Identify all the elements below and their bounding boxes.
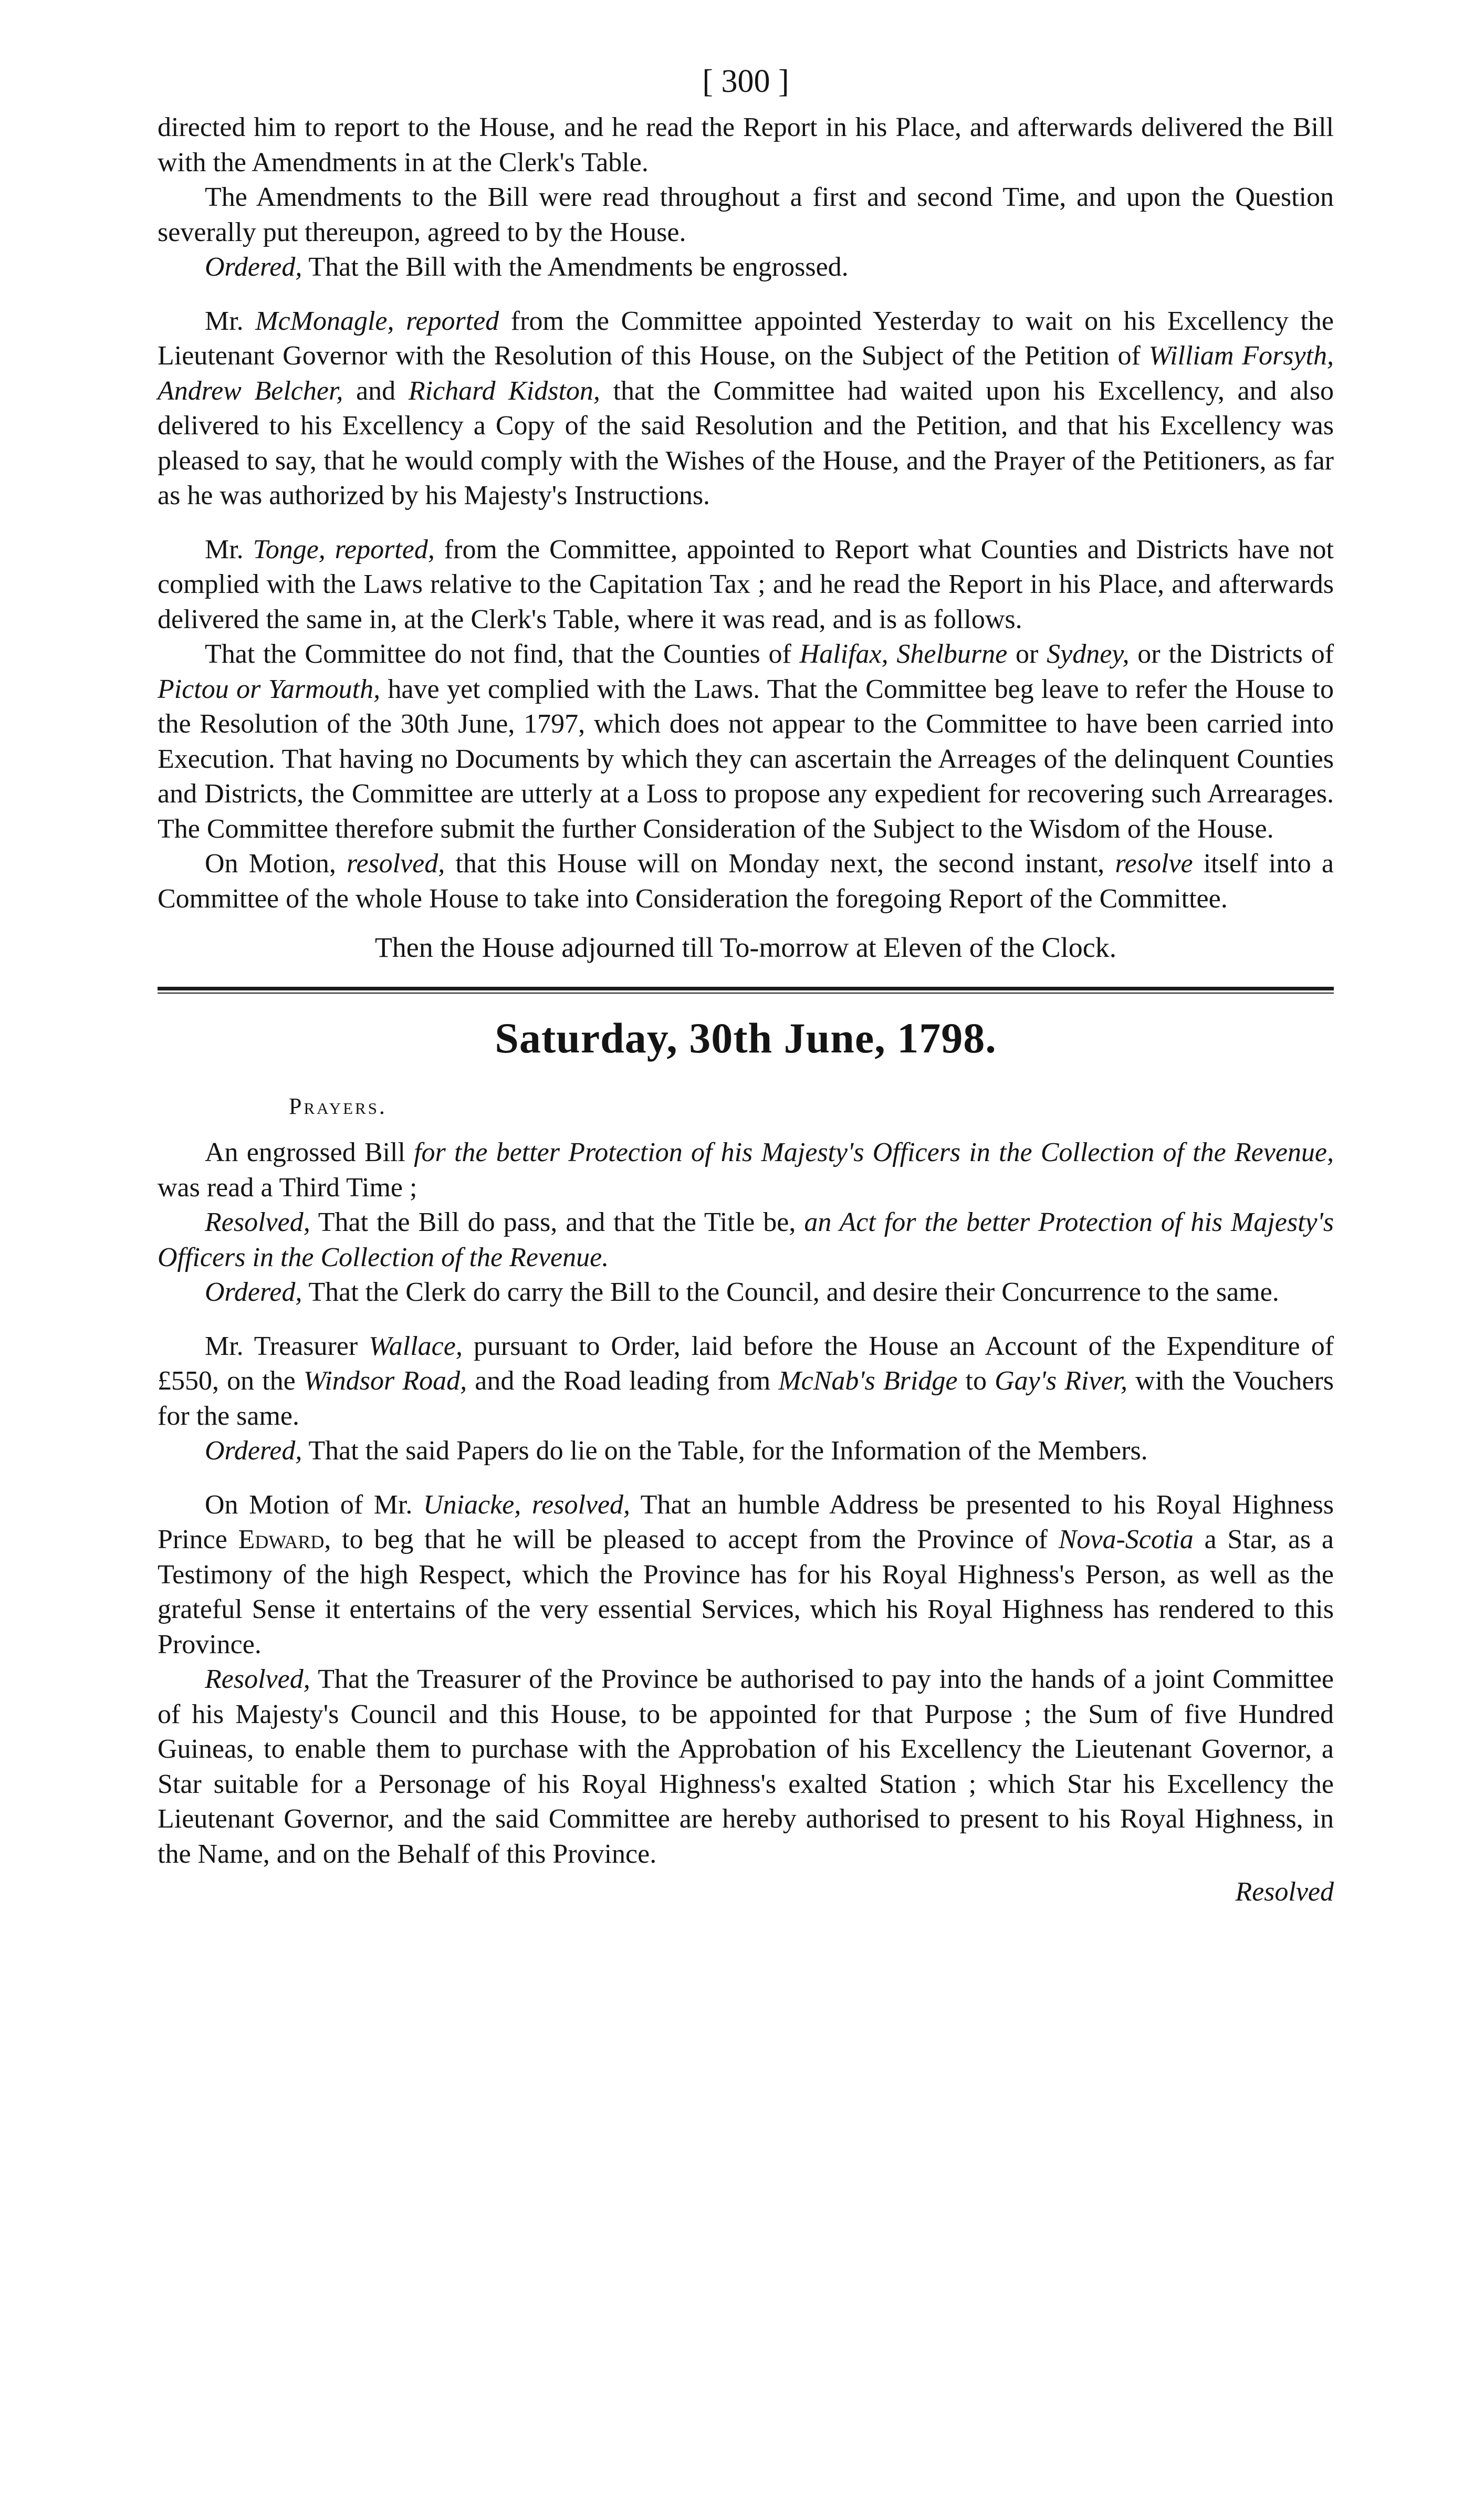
section-divider: [158, 987, 1334, 994]
resolve-word: resolve: [1115, 849, 1193, 879]
paragraph-address-prince: [158, 1488, 1334, 1663]
text-run: That an humble Address be presented to his Royal Highness Prince: [158, 1489, 1334, 1554]
bill-title: for the better Protection of his Majesty's Officers in the Collection of the Revenue,: [414, 1137, 1334, 1167]
paragraph-amendments: [158, 180, 1334, 250]
paragraph-ordered-papers: [158, 1434, 1334, 1469]
reported-word: reported: [394, 306, 499, 336]
text-run: The Amendments to the Bill were read throughout a first and second Time, and upon the Question severally put thereupon, agreed to by the House.: [158, 182, 1334, 247]
text-run: Mr.: [205, 534, 253, 565]
text-run: from the Committee, appointed to Report what Counties and Districts have not complied with the Laws relative to the Capitation Tax ; and he read the Report in his Place, and afterwards delivered the same in, at the Clerk's Table, where it was read, and is as follows.: [158, 534, 1334, 634]
paragraph-committee-findings: [158, 637, 1334, 847]
paragraph-treasurer-account: [158, 1329, 1334, 1434]
text-run: was read a Third Time ;: [158, 1172, 417, 1203]
petitioner-names: William Forsyth, Andrew Belcher,: [158, 341, 1334, 406]
adjournment-line: Then the House adjourned till To-morrow at Eleven of the Clock.: [374, 932, 1117, 963]
text-run: That the Committee do not find, that the Counties of: [205, 639, 800, 669]
paragraph-ordered-engrossed: [158, 250, 1334, 285]
paragraph-motion-committee: [158, 847, 1334, 916]
ordered-label: Ordered,: [205, 1277, 302, 1307]
text-run: That the Clerk do carry the Bill to the Council, and desire their Concurrence to the same.: [302, 1277, 1279, 1307]
text-run: that this House will on Monday next, the second instant,: [445, 849, 1115, 879]
ordered-label: Ordered,: [205, 252, 302, 282]
paragraph-ordered-clerk: [158, 1275, 1334, 1310]
text-run: that the Committee had waited upon his Excellency, and also delivered to his Excellency a Copy of the said Resolution and the Petition, and that his Excellency was pleased to say, that he would comply with the Wishes of the House, and the Prayer of the Petitioners, as far as he was authorized by his Majesty's Instructions.: [158, 375, 1334, 510]
text-run: Mr. Treasurer: [205, 1331, 369, 1361]
text-run: and the Road leading from: [467, 1366, 779, 1396]
member-name: Wallace,: [369, 1331, 463, 1361]
paragraph-tonge-report: [158, 533, 1334, 638]
county-names: Halifax, Shelburne: [799, 639, 1008, 669]
prince-name: Edward,: [238, 1525, 331, 1554]
text-run: pursuant to Order, laid before the House an Account of the Expenditure of £550, on the: [158, 1331, 1334, 1396]
text-run: or: [1007, 639, 1047, 669]
text-run: That the said Papers do lie on the Table, for the Information of the Members.: [302, 1436, 1148, 1466]
province-name: Nova-Scotia: [1058, 1525, 1194, 1554]
paragraph-resolved-treasurer: [158, 1662, 1334, 1872]
petitioner-name: Richard Kidston,: [408, 375, 600, 406]
text-run: directed him to report to the House, and he read the Report in his Place, and afterwards delivered the Bill with the Amendments in at the Clerk's Table.: [158, 112, 1334, 178]
text-run: On Motion of Mr.: [205, 1489, 423, 1520]
text-run: and: [343, 375, 409, 406]
text-run: from the Committee appointed Yesterday to wait on his Excellency the Lieutenant Governor with the Resolution of this House, on the Subject of the Petition of: [158, 306, 1334, 371]
paragraph-mcmonagle-report: [158, 304, 1334, 514]
text-run: or the Districts of: [1129, 639, 1334, 669]
river-name: Gay's River,: [995, 1366, 1128, 1396]
document-page: [158, 58, 1334, 1911]
road-name: Windsor Road,: [303, 1366, 467, 1396]
bridge-name: McNab's Bridge: [778, 1366, 958, 1396]
text-run: a Star, as a Testimony of the high Respect, which the Province has for his Royal Highness's Person, as well as the grateful Sense it entertains of the very essential Services, which his Royal Highness has rendered to this Province.: [158, 1525, 1334, 1659]
text-run: That the Bill do pass, and that the Title be,: [310, 1207, 804, 1237]
paragraph-report-continuation: [158, 110, 1334, 180]
prayers-heading: Prayers.: [289, 1093, 387, 1119]
act-title: an Act for the better Protection of his Majesty's Officers in the Collection of the Revenue.: [158, 1207, 1334, 1272]
text-run: An engrossed Bill: [205, 1137, 414, 1167]
page-number: [ 300 ]: [702, 64, 789, 99]
member-name: Uniacke, resolved,: [423, 1489, 631, 1520]
catchword: Resolved: [1235, 1877, 1334, 1907]
text-run: to beg that he will be pleased to accept from the Province of: [331, 1525, 1059, 1554]
paragraph-resolved-pass: [158, 1205, 1334, 1275]
text-run: with the Vouchers for the same.: [158, 1366, 1334, 1431]
text-run: On Motion,: [205, 849, 347, 879]
ordered-label: Ordered,: [205, 1436, 302, 1466]
text-run: to: [957, 1366, 995, 1396]
member-name: McMonagle,: [255, 306, 394, 336]
member-name: Tonge, reported,: [253, 534, 435, 565]
date-heading: Saturday, 30th June, 1798.: [495, 1014, 997, 1062]
text-run: That the Bill with the Amendments be engrossed.: [302, 252, 849, 282]
resolved-word: resolved,: [347, 849, 445, 879]
resolved-label: Resolved,: [205, 1207, 310, 1237]
text-run: That the Treasurer of the Province be authorised to pay into the hands of a joint Committee of his Majesty's Council and this House, to be appointed for that Purpose ; the Sum of five Hundred Guineas, to enable them to purchase with the Approbation of his Excellency the Lieutenant Governor, a Star suitable for a Personage of his Royal Highness's exalted Station ; which Star his Excellency the Lieutenant Governor, and the said Committee are hereby authorised to present to his Royal Highness, in the Name, and on the Behalf of this Province.: [158, 1664, 1334, 1869]
district-names: Pictou or Yarmouth,: [158, 674, 381, 704]
county-name: Sydney,: [1047, 639, 1130, 669]
text-run: have yet complied with the Laws. That the Committee beg leave to refer the House to the Resolution of the 30th June, 1797, which does not appear to the Committee to have been carried into Execution. That having no Documents by which they can ascertain the Arreages of the delinquent Counties and Districts, the Committee are utterly at a Loss to propose any expedient for recovering such Arrearages. The Committee therefore submit the further Consideration of the Subject to the Wisdom of the House.: [158, 674, 1334, 844]
text-run: itself into a Committee of the whole House to take into Consideration the foregoing Report of the Committee.: [158, 849, 1334, 914]
resolved-label: Resolved,: [205, 1664, 310, 1694]
paragraph-engrossed-bill: [158, 1135, 1334, 1205]
text-run: Mr.: [205, 306, 256, 336]
